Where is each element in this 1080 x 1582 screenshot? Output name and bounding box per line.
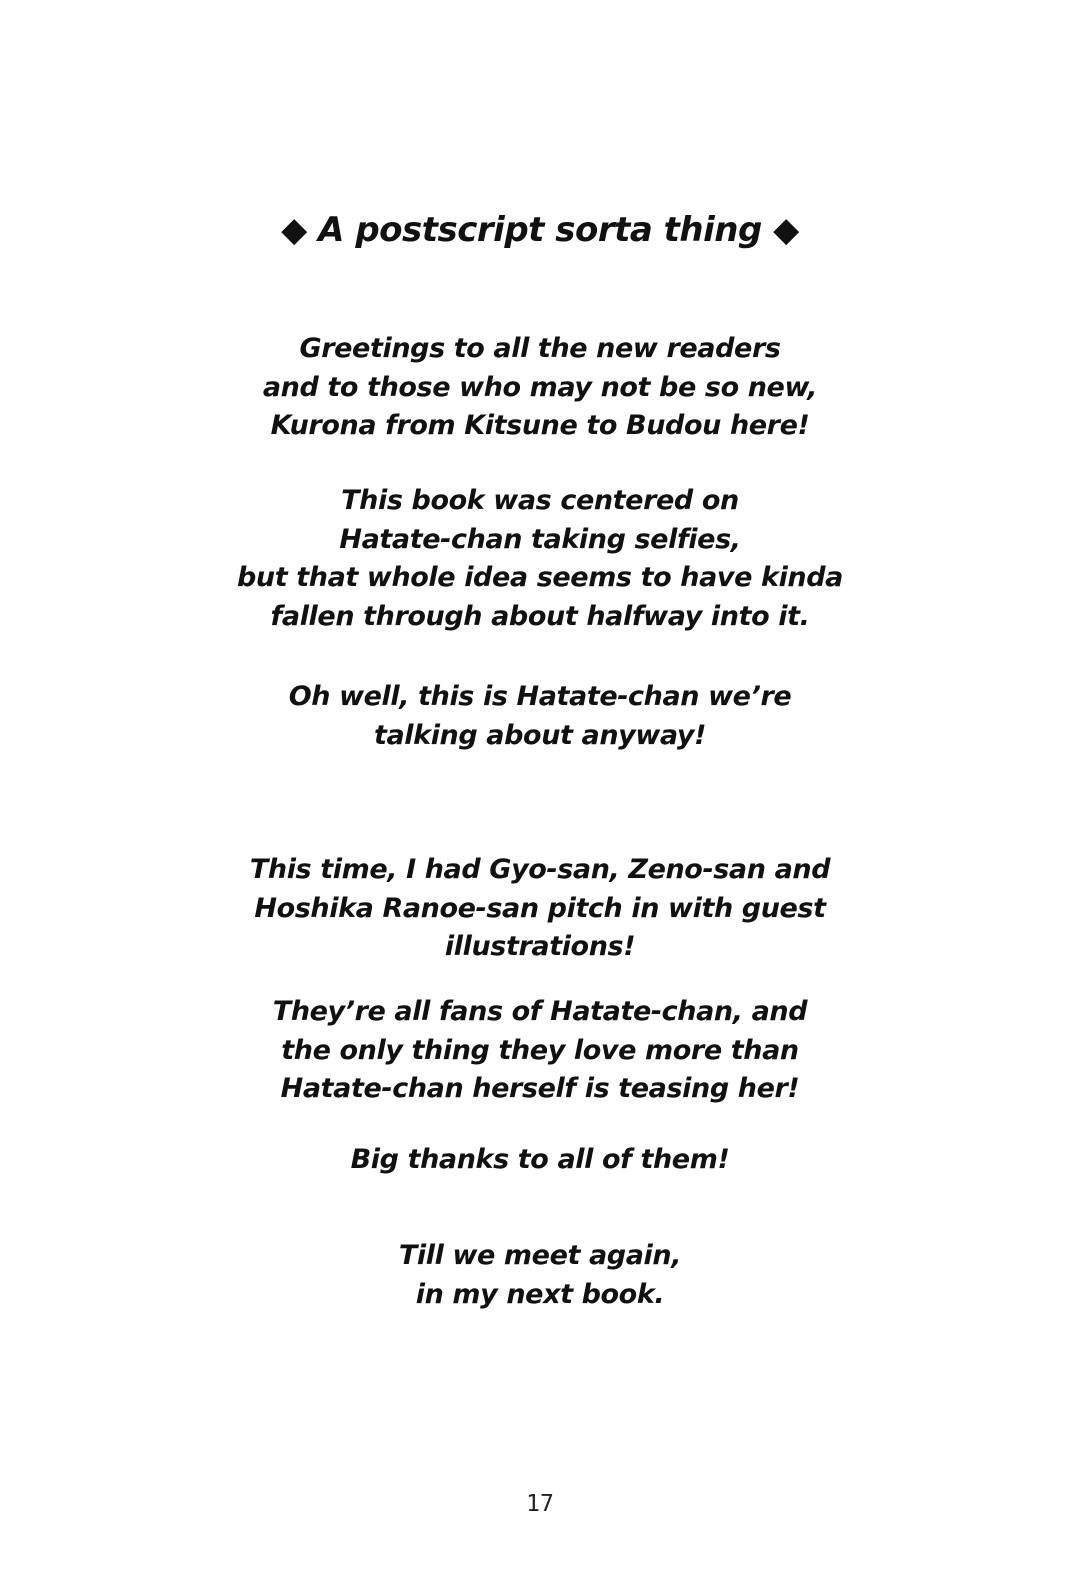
paragraph-line: Hoshika Ranoe-san pitch in with guest [254, 892, 826, 924]
paragraph-line: Greetings to all the new readers [299, 333, 781, 364]
paragraph-line: They’re all fans of Hatate-chan, and [272, 996, 808, 1027]
paragraph-line: This time, I had Gyo-san, Zeno-san and [249, 854, 831, 885]
paragraph-line: and to those who may not be so new, [262, 371, 818, 403]
diamond-left-icon: ◆ [281, 210, 307, 250]
paragraph-line: Till we meet again, [398, 1240, 682, 1271]
greeting-paragraph [0, 330, 1080, 446]
paragraph-line: in my next book. [415, 1278, 665, 1310]
farewell-paragraph [0, 1237, 1080, 1314]
fans-paragraph [0, 993, 1080, 1109]
thanks-paragraph [0, 1141, 1080, 1180]
diamond-right-icon: ◆ [773, 210, 799, 250]
guest-artists-paragraph [0, 851, 1080, 967]
paragraph-line: but that whole idea seems to have kinda [237, 562, 843, 593]
postscript-title: A postscript sorta thing [318, 210, 762, 250]
paragraph-line: Hatate-chan taking selfies, [339, 523, 741, 555]
paragraph-line: talking about anyway! [373, 719, 707, 751]
paragraph-line: Oh well, this is Hatate-chan we’re [288, 681, 792, 712]
oh-well-paragraph [0, 678, 1080, 755]
paragraph-line: Kurona from Kitsune to Budou here! [270, 410, 810, 441]
paragraph-line: This book was centered on [341, 485, 739, 516]
paragraph-line: the only thing they love more than [281, 1034, 799, 1066]
paragraph-line: illustrations! [444, 931, 636, 962]
paragraph-line: fallen through about halfway into it. [270, 600, 810, 632]
page-number: 17 [526, 1491, 554, 1517]
book-theme-paragraph [0, 482, 1080, 636]
postscript-heading [0, 202, 1080, 258]
paragraph-line: Hatate-chan herself is teasing her! [280, 1073, 800, 1104]
paragraph-line: Big thanks to all of them! [350, 1144, 730, 1175]
